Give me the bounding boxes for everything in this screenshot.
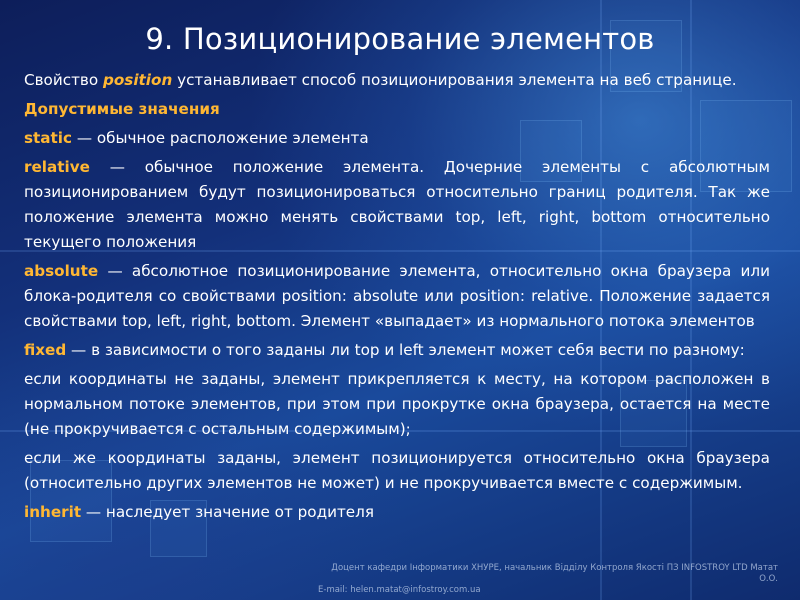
inherit-text: — наследует значение от родителя [81,503,374,521]
slide-content [24,68,770,529]
fixed-text: — в зависимости о того заданы ли top и left элемент может себя вести по разному: [66,341,745,359]
fixed-case-1-paragraph: если координаты не заданы, элемент прикрепляется к месту, на котором расположен в нормальном потоке элементов, при этом при прокрутке окна браузера, остается на месте (не прокручивается с остальным содержимым); [24,370,770,438]
absolute-text: — абсолютное позиционирование элемента, относительно окна браузера или блока-родителя со свойствами position: absolute или position: relative. Положение задается свойствами top, left, right, bottom. Элемент «выпадает» из нормального потока элементов [24,262,770,330]
absolute-paragraph [24,259,770,334]
allowed-values-heading-paragraph [24,97,770,122]
footer-email: E-mail: helen.matat@infostroy.com.ua [318,585,481,595]
footer-author: Доцент кафедри Інформатики ХНУРЕ, начальник Відділу Контроля Якості ПЗ INFOSTROY LTD Матат О.О. [331,563,778,584]
intro-before: Свойство [24,71,103,89]
static-keyword: static [24,129,73,147]
allowed-values-heading: Допустимые значения [24,100,220,118]
intro-after: устанавливает способ позиционирования элемента на веб странице. [172,71,737,89]
static-text: — обычное расположение элемента [72,129,369,147]
fixed-paragraph [24,338,770,363]
static-paragraph [24,126,770,151]
absolute-keyword: absolute [24,262,99,280]
relative-text: — обычное положение элемента. Дочерние элементы с абсолютным позиционированием будут позиционироваться относительно границ родителя. Так же положение элемента можно менять свойствами top, left, right, bottom относительно текущего положения [24,158,770,251]
footer [318,563,778,596]
slide-title: 9. Позиционирование элементов [145,22,655,56]
intro-paragraph [24,68,770,93]
inherit-keyword: inherit [24,503,82,521]
fixed-keyword: fixed [24,341,67,359]
inherit-paragraph [24,500,770,525]
fixed-case-2-paragraph: если же координаты заданы, элемент позиционируется относительно окна браузера (относительно других элементов не может) и не прокручивается вместе с содержимым. [24,449,770,492]
relative-paragraph [24,155,770,255]
relative-keyword: relative [24,158,90,176]
intro-keyword: position [103,71,173,89]
